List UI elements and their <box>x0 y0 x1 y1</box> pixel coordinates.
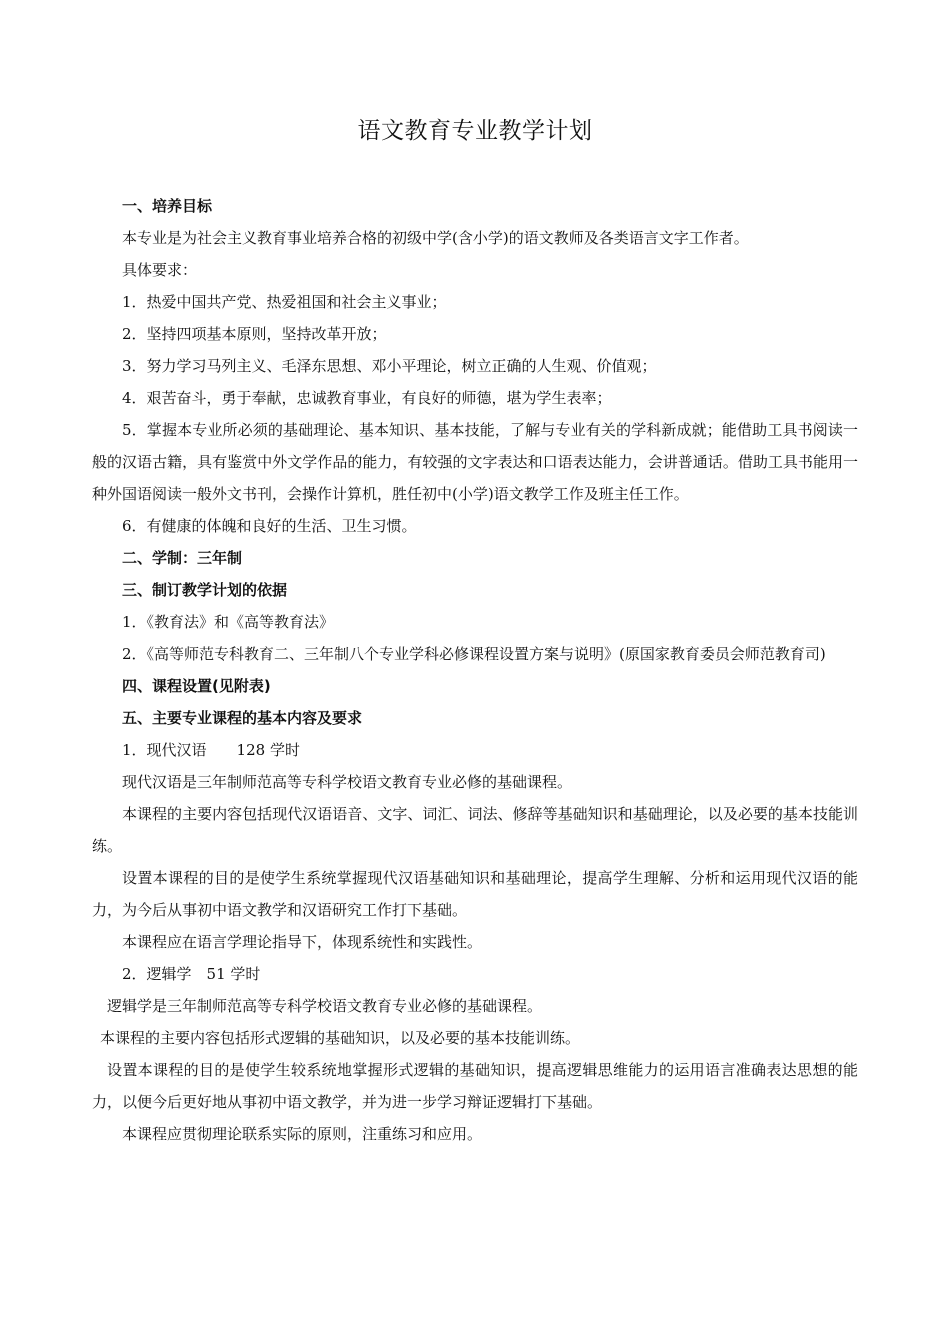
paragraph: 现代汉语是三年制师范高等专科学校语文教育专业必修的基础课程。 <box>122 772 573 791</box>
paragraph: 本专业是为社会主义教育事业培养合格的初级中学(含小学)的语文教师及各类语言文字工作者。 <box>122 228 749 247</box>
document-title: 语文教育专业教学计划 <box>357 118 593 144</box>
list-item: 2．坚持四项基本原则，坚持改革开放； <box>122 324 387 343</box>
section-heading-courses: 四、课程设置(见附表) <box>122 676 271 695</box>
list-item: 6．有健康的体魄和良好的生活、卫生习惯。 <box>122 516 417 535</box>
paragraph: 设置本课程的目的是使学生较系统地掌握形式逻辑的基础知识，提高逻辑思维能力的运用语言准确表达思想的能力，以便今后更好地从事初中语文教学，并为进一步学习辩证逻辑打下基础。 <box>92 1060 858 1111</box>
list-item: 2．《高等师范专科教育二、三年制八个专业学科必修课程设置方案与说明》(原国家教育委员会师范教育司) <box>122 644 826 663</box>
list-item: 3．努力学习马列主义、毛泽东思想、邓小平理论，树立正确的人生观、价值观； <box>122 356 657 375</box>
section-heading-goals: 一、培养目标 <box>122 196 213 215</box>
list-item: 4．艰苦奋斗，勇于奉献，忠诚教育事业，有良好的师德，堪为学生表率； <box>122 388 612 407</box>
paragraph: 本课程应在语言学理论指导下，体现系统性和实践性。 <box>122 932 483 951</box>
paragraph: 逻辑学是三年制师范高等专科学校语文教育专业必修的基础课程。 <box>107 996 543 1015</box>
section-heading-basis: 三、制订教学计划的依据 <box>122 580 288 599</box>
paragraph: 设置本课程的目的是使学生系统掌握现代汉语基础知识和基础理论，提高学生理解、分析和运用现代汉语的能力，为今后从事初中语文教学和汉语研究工作打下基础。 <box>92 868 858 919</box>
paragraph: 具体要求： <box>122 260 198 279</box>
list-item: 1．热爱中国共产党、热爱祖国和社会主义事业； <box>122 292 447 311</box>
list-item: 5．掌握本专业所必须的基础理论、基本知识、基本技能，了解与专业有关的学科新成就；能借助工具书阅读一般的汉语古籍，具有鉴赏中外文学作品的能力，有较强的文字表达和口语表达能力，会讲普通话。借助工具书能用一种外国语阅读一般外文书刊，会操作计算机，胜任初中(小学)语文教学工作及班主任工作。 <box>92 420 858 503</box>
paragraph: 本课程应贯彻理论联系实际的原则，注重练习和应用。 <box>122 1124 483 1143</box>
section-heading-duration: 二、学制：三年制 <box>122 548 243 567</box>
section-heading-contents: 五、主要专业课程的基本内容及要求 <box>122 708 363 727</box>
paragraph: 本课程的主要内容包括形式逻辑的基础知识，以及必要的基本技能训练。 <box>100 1028 581 1047</box>
course-title: 2．逻辑学 51 学时 <box>122 964 261 983</box>
course-title: 1．现代汉语 128 学时 <box>122 740 300 759</box>
list-item: 1．《教育法》和《高等教育法》 <box>122 612 335 631</box>
paragraph: 本课程的主要内容包括现代汉语语音、文字、词汇、词法、修辞等基础知识和基础理论，以及必要的基本技能训练。 <box>92 804 858 855</box>
